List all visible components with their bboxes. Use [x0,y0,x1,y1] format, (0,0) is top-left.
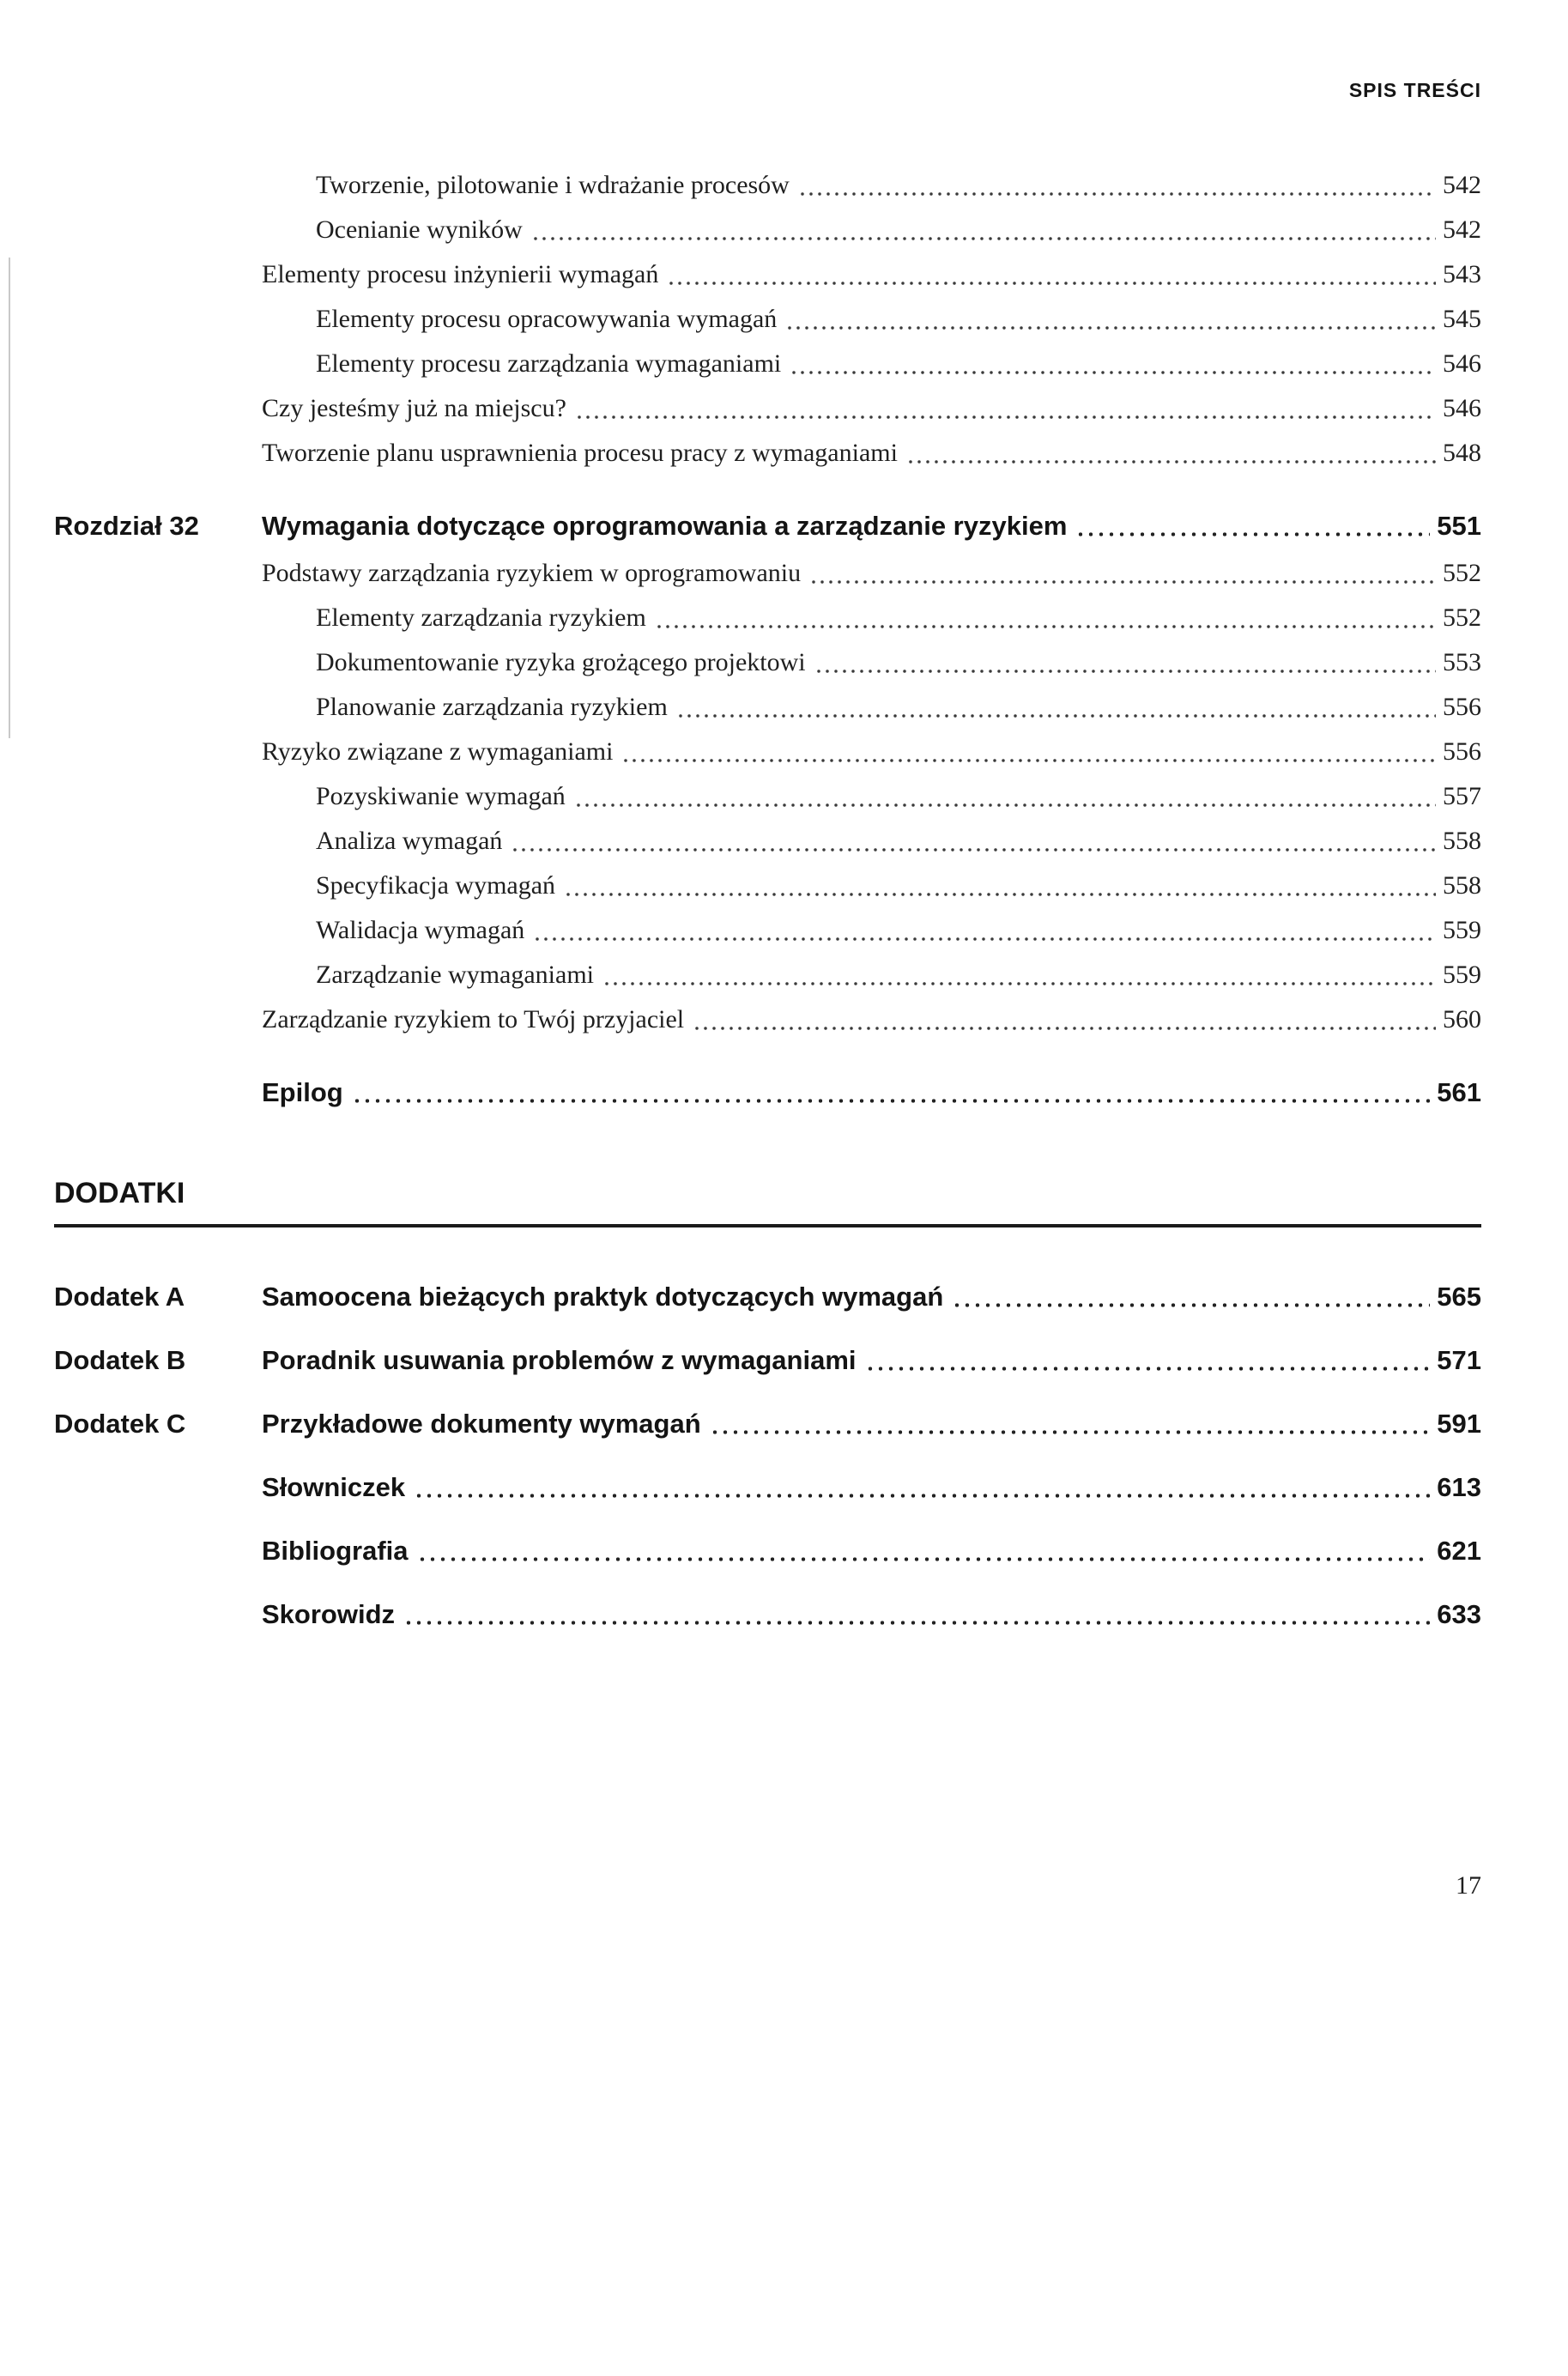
entry-page-number: 542 [1443,215,1481,244]
entry-page-number: 559 [1443,961,1481,989]
entry-page-number: 565 [1437,1282,1481,1312]
toc-entry [54,551,1481,596]
dot-leader [667,282,1436,285]
dot-leader [403,1621,1430,1625]
entry-label [54,1456,262,1519]
entry-line [262,640,1481,685]
entry-line [262,386,1481,431]
dot-leader [865,1367,1431,1371]
entry-label [54,685,262,730]
entry-line [262,1329,1481,1392]
dot-leader [533,937,1436,941]
entry-label [54,596,262,640]
entry-line [262,297,1481,342]
dot-leader [785,326,1436,330]
page-number: 17 [1456,1871,1481,1900]
dot-leader [814,670,1436,673]
entry-title: Podstawy zarządzania ryzykiem w oprogramowaniu [262,559,802,587]
toc-entry [54,386,1481,431]
entry-line [262,864,1481,908]
entry-label [54,640,262,685]
entry-label [54,297,262,342]
entry-label: Dodatek A [54,1282,185,1312]
entry-line [262,685,1481,730]
entry-label [54,1068,262,1118]
entry-page-number: 561 [1437,1077,1481,1107]
entry-line [262,819,1481,864]
entry-page-number: 546 [1443,394,1481,422]
entry-label [54,208,262,252]
entry-label [54,386,262,431]
toc-entry [54,1068,1481,1118]
entry-page-number: 552 [1443,603,1481,632]
entry-page-number: 542 [1443,171,1481,199]
entry-line [262,551,1481,596]
entry-page-number: 557 [1443,782,1481,810]
dot-leader [574,803,1436,807]
entry-label [54,1583,262,1646]
toc-entry [54,431,1481,476]
entry-page-number: 613 [1437,1472,1481,1502]
entry-page-number: 548 [1443,439,1481,467]
entry-page-number: 560 [1443,1005,1481,1033]
entry-page-number: 621 [1437,1536,1481,1566]
entry-label: Rozdział 32 [54,511,199,541]
toc-entry [54,864,1481,908]
dot-leader [655,625,1436,628]
section-heading-dodatki: DODATKI [54,1177,185,1209]
entry-title: Samoocena bieżących praktyk dotyczących wymagań [262,1282,944,1312]
dot-leader [710,1430,1431,1434]
entry-label [54,819,262,864]
section-divider [54,1224,1481,1227]
entry-label [54,252,262,297]
entry-page-number: 546 [1443,349,1481,378]
dot-leader [564,893,1436,896]
entry-line [262,252,1481,297]
toc-entry [54,685,1481,730]
entry-page-number: 556 [1443,693,1481,721]
appendix-entry [54,1519,1481,1583]
entry-title: Analiza wymagań [316,827,503,855]
entry-page-number: 559 [1443,916,1481,944]
entry-line [262,208,1481,252]
entry-title: Wymagania dotyczące oprogramowania a zarządzanie ryzykiem [262,511,1068,541]
entry-line [262,730,1481,774]
appendix-entry [54,1583,1481,1646]
entry-title: Elementy zarządzania ryzykiem [316,603,646,632]
toc-entry [54,501,1481,551]
entry-page-number: 551 [1437,511,1481,541]
dot-leader [790,371,1436,374]
entry-label [54,774,262,819]
entry-page-number: 558 [1443,871,1481,900]
entry-label: Dodatek B [54,1345,186,1375]
dot-leader [417,1557,1431,1561]
entry-label [54,908,262,953]
entry-title: Przykładowe dokumenty wymagań [262,1409,701,1439]
entry-label [54,730,262,774]
entry-line [262,1583,1481,1646]
appendix-entry [54,1265,1481,1329]
dot-leader [906,460,1436,464]
appendix-entry [54,1329,1481,1392]
entry-title: Skorowidz [262,1599,396,1629]
dot-leader [693,1027,1436,1030]
entry-label: Dodatek C [54,1409,186,1439]
entry-page-number: 558 [1443,827,1481,855]
toc-entry [54,163,1481,208]
toc-entry [54,252,1481,297]
toc-entry [54,953,1481,997]
toc-entry [54,596,1481,640]
toc-entry [54,774,1481,819]
entry-title: Czy jesteśmy już na miejscu? [262,394,566,422]
entry-label [54,1519,262,1583]
dot-leader [676,714,1436,718]
toc-entry [54,297,1481,342]
entry-title: Słowniczek [262,1472,406,1502]
entry-line [262,596,1481,640]
dot-leader [575,415,1436,419]
entry-label [54,163,262,208]
scan-artifact-line [9,258,10,738]
entry-line [262,342,1481,386]
toc-entry [54,208,1481,252]
dot-leader [511,848,1436,852]
entry-title: Zarządzanie ryzykiem to Twój przyjaciel [262,1005,685,1033]
entry-title: Tworzenie, pilotowanie i wdrażanie procesów [316,171,790,199]
dot-leader [531,237,1436,240]
entry-page-number: 552 [1443,559,1481,587]
entry-title: Specyfikacja wymagań [316,871,556,900]
entry-page-number: 543 [1443,260,1481,288]
toc-entry [54,640,1481,685]
entry-title: Zarządzanie wymaganiami [316,961,594,989]
entry-label [54,431,262,476]
appendix-entry [54,1456,1481,1519]
entry-title: Tworzenie planu usprawnienia procesu pracy z wymaganiami [262,439,898,467]
toc-entry [54,908,1481,953]
entry-page-number: 556 [1443,737,1481,766]
entry-label [54,953,262,997]
entry-line [262,1519,1481,1583]
entry-line [262,163,1481,208]
dot-leader [602,982,1436,985]
entry-page-number: 553 [1443,648,1481,676]
toc-entry [54,997,1481,1042]
dot-leader [798,192,1436,196]
entry-title: Ocenianie wyników [316,215,523,244]
entry-line [262,774,1481,819]
entry-line [262,1265,1481,1329]
entry-label [54,864,262,908]
entry-line [262,1068,1481,1118]
entry-title: Poradnik usuwania problemów z wymaganiami [262,1345,857,1375]
entry-label [54,997,262,1042]
dot-leader [352,1099,1431,1103]
dot-leader [621,759,1436,762]
entry-title: Elementy procesu zarządzania wymaganiami [316,349,782,378]
entry-title: Dokumentowanie ryzyka grożącego projektowi [316,648,806,676]
dot-leader [414,1494,1430,1498]
entry-page-number: 545 [1443,305,1481,333]
entry-line [262,908,1481,953]
entry-line [262,1392,1481,1456]
toc-entry [54,819,1481,864]
entry-page-number: 571 [1437,1345,1481,1375]
entry-title: Elementy procesu inżynierii wymagań [262,260,659,288]
entry-title: Bibliografia [262,1536,409,1566]
appendix-entries [54,1265,1481,1646]
entry-page-number: 633 [1437,1599,1481,1629]
entry-label [54,551,262,596]
dot-leader [809,580,1436,584]
entry-title: Epilog [262,1077,343,1107]
entry-title: Pozyskiwanie wymagań [316,782,566,810]
entry-title: Ryzyko związane z wymaganiami [262,737,614,766]
dot-leader [1075,532,1430,536]
entry-page-number: 591 [1437,1409,1481,1439]
entry-line [262,431,1481,476]
entry-line [262,953,1481,997]
toc-entries [54,163,1481,1118]
toc-entry [54,342,1481,386]
entry-title: Planowanie zarządzania ryzykiem [316,693,668,721]
toc-content [54,163,1481,1646]
entry-line [262,501,1481,551]
entry-line [262,997,1481,1042]
entry-line [262,1456,1481,1519]
appendix-entry [54,1392,1481,1456]
page-header-title: SPIS TREŚCI [1348,79,1481,101]
entry-title: Elementy procesu opracowywania wymagań [316,305,778,333]
toc-entry [54,730,1481,774]
entry-title: Walidacja wymagań [316,916,525,944]
entry-label [54,342,262,386]
dot-leader [952,1303,1430,1307]
